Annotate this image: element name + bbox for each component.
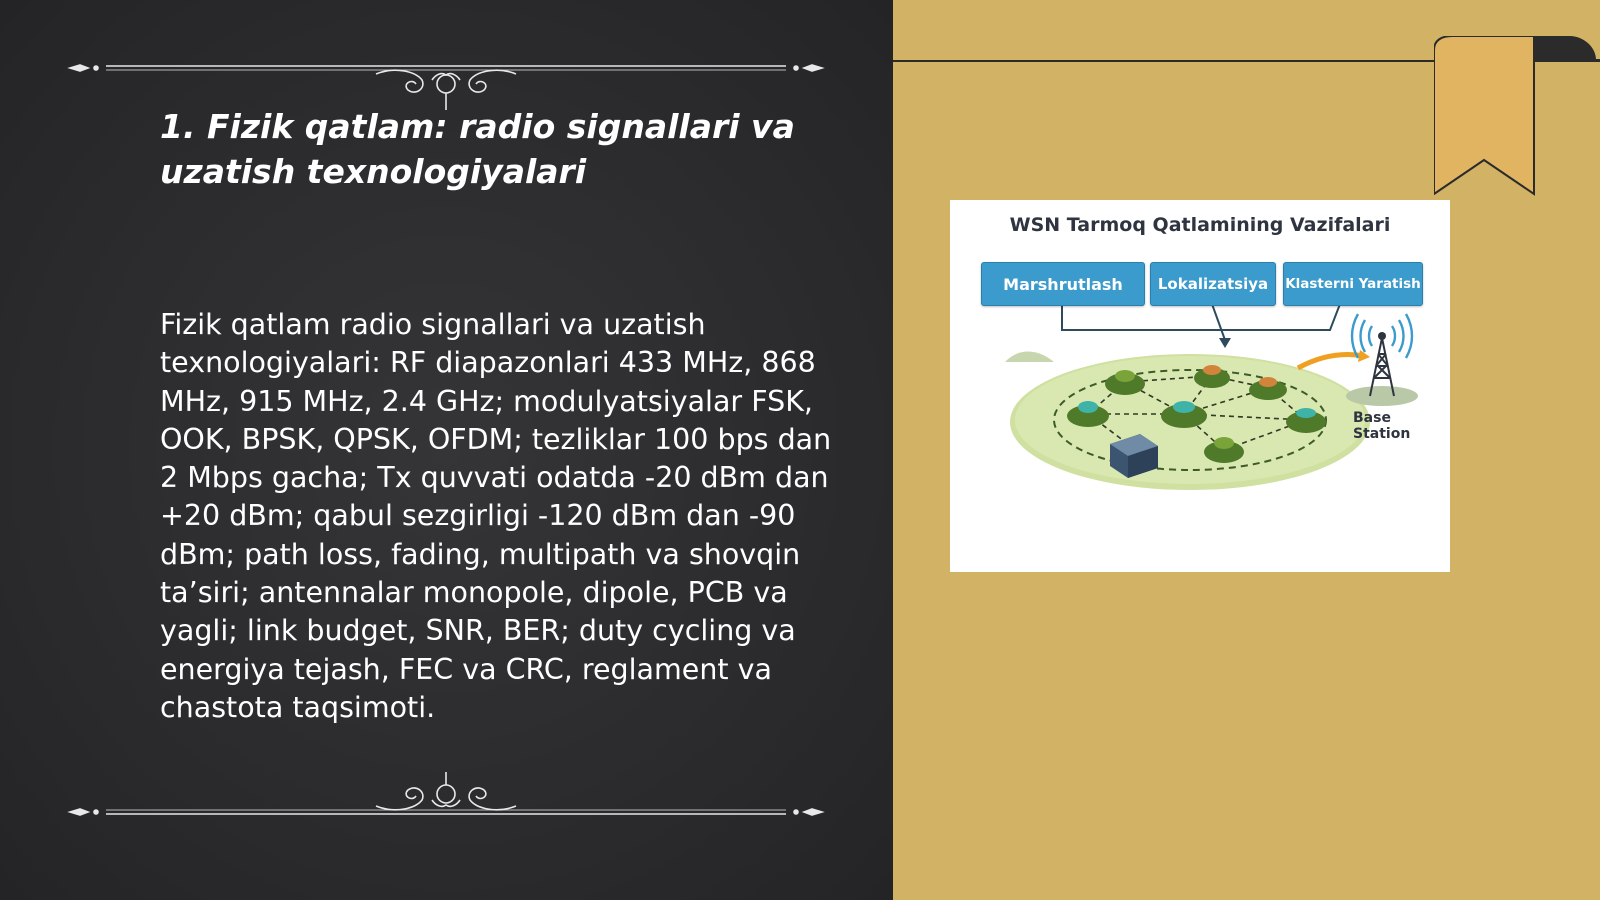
figure-title: WSN Tarmoq Qatlamining Vazifalari [1009,214,1391,236]
wsn-figure [950,200,1450,572]
slide-title: 1. Fizik qatlam: radio signallari va uzatish texnologiyalari [160,107,795,191]
base-station-label: Base Station [1353,410,1411,442]
slide-body-text: Fizik qatlam radio signallari va uzatish texnologiyalari: RF diapazonlari 433 MHz, 868 MHz, 915 MHz, 2.4 GHz; modulyatsiyalar FSK, OOK, BPSK, QPSK, OFDM; tezliklar 100 bps dan 2 Mbps gacha; Tx quvvati odatda -20 dBm dan +20 dBm; qabul sezgirligi -120 dBm dan -90 dBm; path loss, fading, multipath va shovqin ta’siri; antennalar monopole, dipole, PCB va yagli; link budget, SNR, BER; duty cycling va energiya tejash, FEC va CRC, reglament va chastota taqsimoti. [160,308,832,724]
lokalizatsiya-box: Lokalizatsiya [1150,262,1276,306]
bookmark-ribbon-icon [1434,36,1600,198]
top-ornament-divider [66,50,826,110]
marshrutlash-box: Marshrutlash [981,262,1145,306]
bottom-ornament-divider [66,772,826,832]
wsn-network-illustration [950,200,1450,572]
klasterni-yaratish-box: Klasterni Yaratish [1283,262,1423,306]
